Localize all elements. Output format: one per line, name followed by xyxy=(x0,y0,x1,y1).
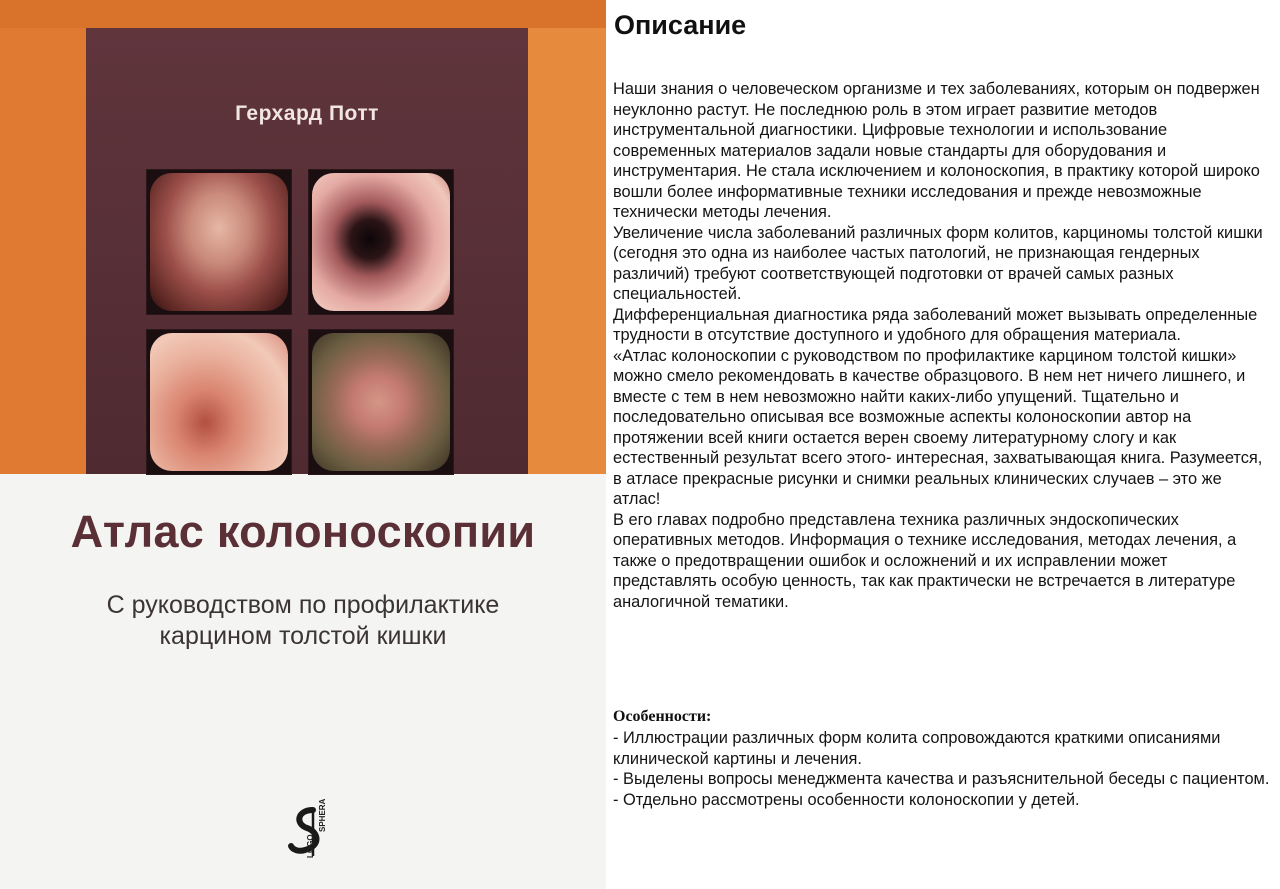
cover-subtitle xyxy=(0,590,606,652)
book-cover xyxy=(0,0,606,889)
description-body xyxy=(613,79,1273,612)
endoscopy-photo-3 xyxy=(146,329,292,475)
features-item: - Выделены вопросы менеджмента качества и разъяснительной беседы с пациентом. xyxy=(613,770,1270,788)
features-heading: Особенности: xyxy=(613,708,712,725)
description-paragraph: Наши знания о человеческом организме и тех заболеваниях, которым он подвержен неуклонно растут. Не последнюю роль в этом играет развитие методов инструментальной диагностики. Цифровые технологии и использование современных материалов задали новые стандарты для оборудования и инструментария. Не стала исключением и колоноскопия, в практику которой широко вошли более информативные техники исследования и прежде невозможные технически методы лечения. xyxy=(613,80,1260,221)
cover-title: Атлас колоноскопии xyxy=(70,506,536,557)
cover-subtitle-line-1: С руководством по профилактике xyxy=(106,591,500,619)
publisher-logo-text-1: SPHERA xyxy=(318,798,327,832)
description-heading: Описание xyxy=(614,10,747,40)
cover-left-band xyxy=(0,28,86,474)
features-item: - Отдельно рассмотрены особенности колоноскопии у детей. xyxy=(613,790,1080,809)
cover-subtitle-line-2: карцином толстой кишки xyxy=(159,622,447,650)
cover-top-band xyxy=(0,0,606,28)
description-paragraph: В его главах подробно представлена техника различных эндоскопических оперативных методов. Информация о технике исследования, методах лечения, а также о предотвращении ошибок и осложнений и их исправлении может представлять особую ценность, так как практически не встречается в литературе аналогичной тематики. xyxy=(613,510,1237,611)
features-list xyxy=(613,728,1273,810)
cover-author: Герхард Потт xyxy=(235,102,379,125)
cover-right-band xyxy=(528,28,606,474)
features-item: - Иллюстрации различных форм колита сопровождаются краткими описаниями клинической картины и лечения. xyxy=(613,729,1221,768)
publisher-logo-text-2: LOGO xyxy=(306,834,315,858)
description-paragraph: «Атлас колоноскопии с руководством по профилактике карцином толстой кишки» можно смело рекомендовать в качестве образцового. В нем нет ничего лишнего, и вместе с тем в нем невозможно найти каких-либо упущений. Тщательно и последовательно описывая все возможные аспекты колоноскопии автор на протяжении всей книги остается верен своему литературному слогу и как естественный результат всего этого- интересная, захватывающая книга. Разумеется, в атласе прекрасные рисунки и снимки реальных клинических случаев – это же атлас! xyxy=(613,346,1263,508)
description-paragraph: Увеличение числа заболеваний различных форм колитов, карциномы толстой кишки (сегодня это одна из наиболее частых патологий, не признающая гендерных различий) требуют соответствующей подготовки от врачей самых разных специальностей. xyxy=(613,223,1263,303)
endoscopy-photo-4 xyxy=(308,329,454,475)
description-paragraph: Дифференциальная диагностика ряда заболеваний может вызывать определенные трудности в отсутствие доступного и удобного для обращения материала. xyxy=(613,305,1258,344)
endoscopy-photo-2 xyxy=(308,169,454,315)
endoscopy-photo-1 xyxy=(146,169,292,315)
